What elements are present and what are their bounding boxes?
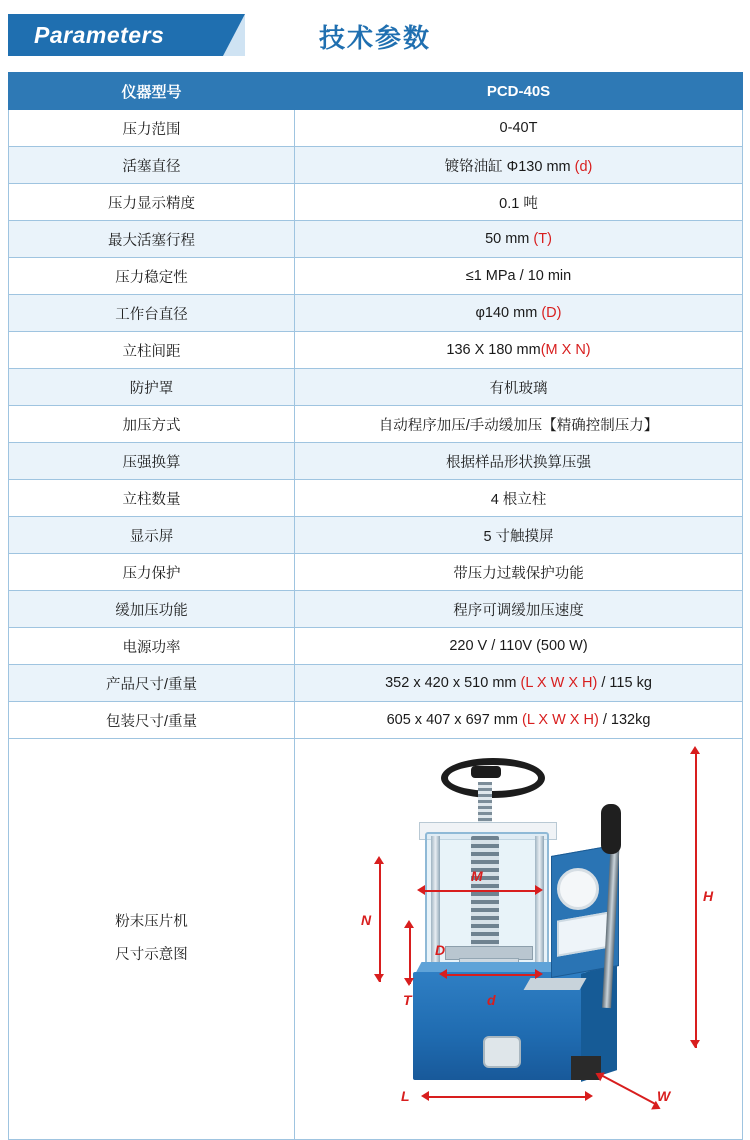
row-value <box>295 406 743 443</box>
row-value-text: 有机玻璃 <box>489 380 548 397</box>
table-row <box>9 628 743 665</box>
row-value-text: 605 x 407 x 697 mm <box>386 712 522 728</box>
row-value <box>295 221 743 258</box>
row-value-text: 程序可调缓加压速度 <box>453 602 584 619</box>
release-knob-icon <box>483 1036 521 1068</box>
row-value <box>295 665 743 702</box>
table-row <box>9 110 743 147</box>
table-header-row <box>9 73 743 110</box>
row-label: 压力显示精度 <box>9 184 295 221</box>
dim-line-d-cap <box>445 974 537 976</box>
row-value-text: 220 V / 110V (500 W) <box>449 638 588 654</box>
table-row <box>9 702 743 739</box>
table-row <box>9 184 743 221</box>
row-value-mark: (M X N) <box>540 342 591 358</box>
row-label: 缓加压功能 <box>9 591 295 628</box>
row-label: 立柱间距 <box>9 332 295 369</box>
dim-line-m <box>423 890 537 892</box>
table-row <box>9 591 743 628</box>
row-value-text: 4 根立柱 <box>490 491 547 508</box>
row-value <box>295 110 743 147</box>
figure-cell <box>295 739 743 1140</box>
dim-arrow-h-bottom <box>690 1040 700 1048</box>
row-label: 产品尺寸/重量 <box>9 665 295 702</box>
row-label: 活塞直径 <box>9 147 295 184</box>
row-value <box>295 517 743 554</box>
row-label: 加压方式 <box>9 406 295 443</box>
row-value <box>295 332 743 369</box>
specifications-table <box>8 72 743 1140</box>
pressure-gauge-icon <box>557 868 599 910</box>
row-label: 压力范围 <box>9 110 295 147</box>
row-value <box>295 443 743 480</box>
dim-line-t <box>409 926 411 984</box>
row-value <box>295 147 743 184</box>
side-tray <box>524 978 587 990</box>
row-value-mark: (L X W X H) <box>522 712 599 728</box>
table-row <box>9 443 743 480</box>
table-row <box>9 147 743 184</box>
figure-label-line1: 粉末压片机 <box>115 913 188 930</box>
row-label: 压力稳定性 <box>9 258 295 295</box>
dim-letter-d-cap: D <box>435 942 446 958</box>
handwheel-hub <box>471 766 501 778</box>
row-value-mark: (D) <box>541 305 562 321</box>
figure-label-cell <box>9 739 295 1140</box>
dim-arrow-h-top <box>690 746 700 754</box>
row-value-text: 352 x 420 x 510 mm <box>385 675 521 691</box>
dimension-figure-row <box>9 739 743 1140</box>
dim-arrow-t-bottom <box>404 978 414 986</box>
row-label: 工作台直径 <box>9 295 295 332</box>
handwheel-icon <box>441 758 545 798</box>
table-body <box>9 73 743 1140</box>
table-row <box>9 369 743 406</box>
row-label: 电源功率 <box>9 628 295 665</box>
row-value-mark: (d) <box>574 158 593 175</box>
page-header <box>8 0 742 68</box>
header-label-cell: 仪器型号 <box>9 73 295 110</box>
table-row <box>9 406 743 443</box>
row-label: 立柱数量 <box>9 480 295 517</box>
header-value-cell: PCD-40S <box>295 73 743 110</box>
table-row <box>9 258 743 295</box>
parameters-banner-label: Parameters <box>34 21 165 48</box>
table-row <box>9 221 743 258</box>
row-value-text: ≤1 MPa / 10 min <box>465 268 572 284</box>
dim-arrow-l-right <box>585 1091 593 1101</box>
row-value <box>295 591 743 628</box>
row-value-text: 136 X 180 mm <box>446 342 541 358</box>
row-value-mark: (T) <box>533 231 552 247</box>
dim-letter-m: M <box>471 868 483 884</box>
row-value-text: 0-40T <box>499 120 538 136</box>
row-value-mark: (L X W X H) <box>520 675 598 691</box>
row-label: 包装尺寸/重量 <box>9 702 295 739</box>
dim-arrow-l-left <box>421 1091 429 1101</box>
screw-spindle <box>471 836 499 956</box>
guide-column-right <box>535 836 544 978</box>
table-row <box>9 295 743 332</box>
dim-arrow-d-right <box>535 969 543 979</box>
row-value-text: φ140 mm <box>475 305 542 321</box>
row-label: 显示屏 <box>9 517 295 554</box>
row-label: 防护罩 <box>9 369 295 406</box>
dim-arrow-m-left <box>417 885 425 895</box>
dim-letter-l: L <box>401 1088 410 1104</box>
table-row <box>9 480 743 517</box>
dim-letter-w: W <box>657 1088 671 1104</box>
row-value <box>295 554 743 591</box>
row-value <box>295 628 743 665</box>
dim-letter-n: N <box>361 912 372 928</box>
dim-arrow-n-top <box>374 856 384 864</box>
row-label: 最大活塞行程 <box>9 221 295 258</box>
machine-diagram <box>295 740 741 1138</box>
dim-arrow-n-bottom <box>374 974 384 982</box>
table-row <box>9 517 743 554</box>
page-title: 技术参数 <box>318 23 431 53</box>
dim-line-l <box>427 1096 587 1098</box>
dim-letter-d-small: d <box>487 992 496 1008</box>
row-value-text: 5 寸触摸屏 <box>483 528 554 545</box>
dim-line-h <box>695 752 697 1048</box>
dim-arrow-d-left <box>439 969 447 979</box>
row-value-text: 自动程序加压/手动缓加压【精确控制压力】 <box>378 417 659 434</box>
row-value-text: 根据样品形状换算压强 <box>446 454 591 471</box>
row-value <box>295 702 743 739</box>
row-value <box>295 369 743 406</box>
dim-letter-h: H <box>703 888 714 904</box>
figure-label-line2: 尺寸示意图 <box>115 947 188 963</box>
row-value-text: 50 mm <box>485 231 534 247</box>
row-value-text: 带压力过载保护功能 <box>453 565 584 582</box>
table-row <box>9 332 743 369</box>
row-value <box>295 480 743 517</box>
table-row <box>9 665 743 702</box>
press-machine-illustration <box>295 740 741 1138</box>
row-label: 压力保护 <box>9 554 295 591</box>
dim-arrow-t-top <box>404 920 414 928</box>
row-label: 压强换算 <box>9 443 295 480</box>
row-value <box>295 258 743 295</box>
dim-arrow-m-right <box>535 885 543 895</box>
dim-line-n <box>379 862 381 982</box>
row-value-text: 0.1 吨 <box>499 195 538 212</box>
row-value-tail: / 132kg <box>598 712 651 728</box>
row-value <box>295 295 743 332</box>
row-value-tail: / 115 kg <box>597 675 652 691</box>
lever-grip <box>601 804 621 854</box>
row-value <box>295 184 743 221</box>
dim-letter-t: T <box>403 992 412 1008</box>
row-value-text: 镀铬油缸 Φ130 mm <box>444 158 575 175</box>
table-row <box>9 554 743 591</box>
